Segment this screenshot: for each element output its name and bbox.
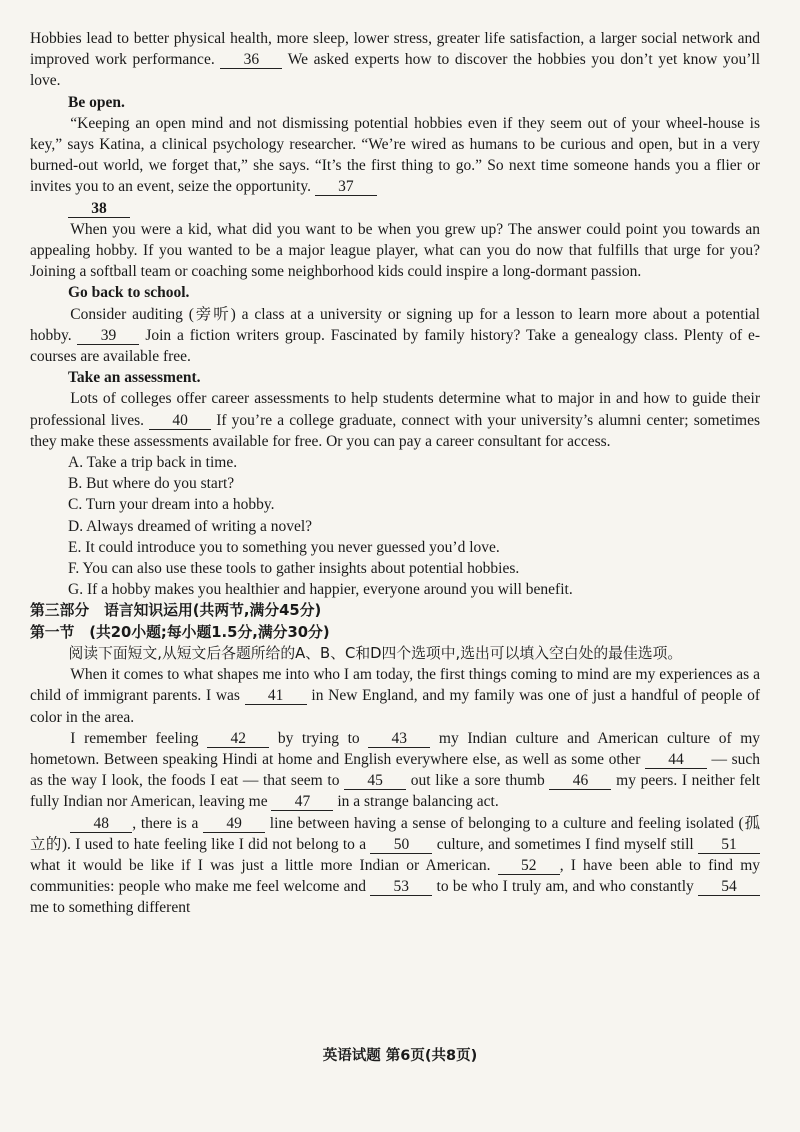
blank-54: 54 (698, 878, 760, 896)
option-e: E. It could introduce you to something you never guessed you’d love. (68, 538, 500, 556)
blank-38-line (30, 198, 760, 219)
option-g: G. If a hobby makes you healthier and happier, everyone around you will benefit. (68, 581, 573, 599)
text: my peers. I neither felt fully Indian nor American, leaving me (30, 772, 761, 811)
text: — such as the way I look, the foods I eat — that seem to (30, 750, 761, 790)
blank-46: 46 (549, 772, 611, 790)
blank-47: 47 (271, 793, 333, 811)
text: Hobbies lead to better physical health, more sleep, lower stress, greater life satisfaction, a larger social network and improved work performance. (30, 30, 760, 69)
option-b: B. But where do you start? (68, 475, 235, 493)
text: in a strange balancing act. (337, 793, 499, 811)
blank-45: 45 (344, 772, 406, 790)
paragraph-open (30, 113, 760, 198)
section-1-title: 第一节 (共20小题;每小题1.5分,满分30分) (30, 623, 330, 641)
instructions: 阅读下面短文,从短文后各题所给的A、B、C和D四个选项中,选出可以填入空白处的最佳选项。 (68, 644, 683, 662)
heading-be-open: Be open. (68, 93, 125, 111)
blank-41: 41 (245, 687, 307, 705)
paragraph-cloze-1 (30, 664, 760, 728)
option-d: D. Always dreamed of writing a novel? (68, 517, 313, 535)
paragraph-cloze-3 (30, 813, 760, 919)
text: , there is a (132, 814, 199, 832)
blank-48: 48 (70, 815, 132, 833)
blank-40: 40 (149, 412, 211, 430)
text: If you’re a college graduate, connect with your university’s alumni center; sometimes they make these assessments available for free. Or you can pay a career consultant for access. (30, 411, 760, 450)
page-footer: 英语试题 第6页(共8页) (322, 1048, 478, 1064)
options-list (30, 452, 760, 600)
text: what it would be like if I was just a little more Indian or American. (30, 856, 491, 874)
text: We asked experts how to discover the hobbies you don’t yet know you’ll love. (30, 51, 760, 90)
text: Lots of colleges offer career assessments to help students determine what to major in and how to guide their professional lives. (30, 390, 760, 429)
text: Consider auditing (旁听) a class at a university or signing up for a lesson to learn more about a potential hobby. (30, 305, 760, 344)
paragraph-assessment (30, 388, 760, 452)
text: line between having a sense of belonging to a culture and feeling isolated (孤立的). I used to hate feeling like I did not belong to a (30, 814, 761, 853)
paragraph-school (30, 304, 760, 368)
blank-39: 39 (77, 327, 139, 345)
paragraph-cloze-2 (30, 728, 760, 813)
blank-43: 43 (368, 730, 430, 748)
blank-50: 50 (370, 836, 432, 854)
blank-49: 49 (203, 815, 265, 833)
blank-38: 38 (68, 200, 130, 218)
option-a: A. Take a trip back in time. (68, 454, 238, 472)
blank-53: 53 (370, 878, 432, 896)
blank-44: 44 (645, 751, 707, 769)
text: I remember feeling (70, 729, 199, 747)
blank-36: 36 (220, 51, 282, 69)
blank-42: 42 (207, 730, 269, 748)
blank-37: 37 (315, 178, 377, 196)
text: out like a sore thumb (410, 772, 545, 790)
text: “Keeping an open mind and not dismissing potential hobbies even if they seem out of your wheel-house is key,” says Katina, a clinical psychology researcher. “We’re wired as humans to be curious and open, but in a very burned-out world, we forget that,” she says. “It’s the first thing to go.” So next time someone hands you a flier or invites you to an event, seize the opportunity. (30, 114, 760, 196)
paragraph-intro (30, 28, 760, 92)
text: my Indian culture and American culture of my hometown. Between speaking Hindi at home and English everywhere else, as well as some other (30, 729, 761, 768)
text: culture, and sometimes I find myself still (436, 835, 694, 853)
text: in New England, and my family was one of just a handful of people of color in the area. (30, 687, 761, 726)
option-f: F. You can also use these tools to gather insights about potential hobbies. (68, 560, 520, 578)
heading-assessment: Take an assessment. (68, 369, 201, 387)
text: to be who I truly am, and who constantly (436, 878, 694, 896)
paragraph-kid: When you were a kid, what did you want to be when you grew up? The answer could point you towards an appealing hobby. If you wanted to be a major league player, what can you do now that fulfills that urge for you? Joining a softball team or coaching some neighborhood kids could inspire a long-dormant passion. (30, 220, 760, 281)
text: by trying to (277, 729, 360, 747)
text: Join a fiction writers group. Fascinated by family history? Take a genealogy class. Plenty of e-courses are available free. (30, 326, 761, 366)
blank-52: 52 (498, 857, 560, 875)
text: , I have been able to find my communities: people who make me feel welcome and (30, 856, 761, 896)
text: When it comes to what shapes me into who I am today, the first things coming to mind are my experiences as a child of immigrant parents. I was (30, 666, 760, 705)
heading-back-to-school: Go back to school. (68, 284, 190, 302)
text: me to something different (30, 899, 191, 917)
blank-51: 51 (698, 836, 760, 854)
section-3-title: 第三部分 语言知识运用(共两节,满分45分) (30, 602, 322, 620)
option-c: C. Turn your dream into a hobby. (68, 496, 275, 514)
